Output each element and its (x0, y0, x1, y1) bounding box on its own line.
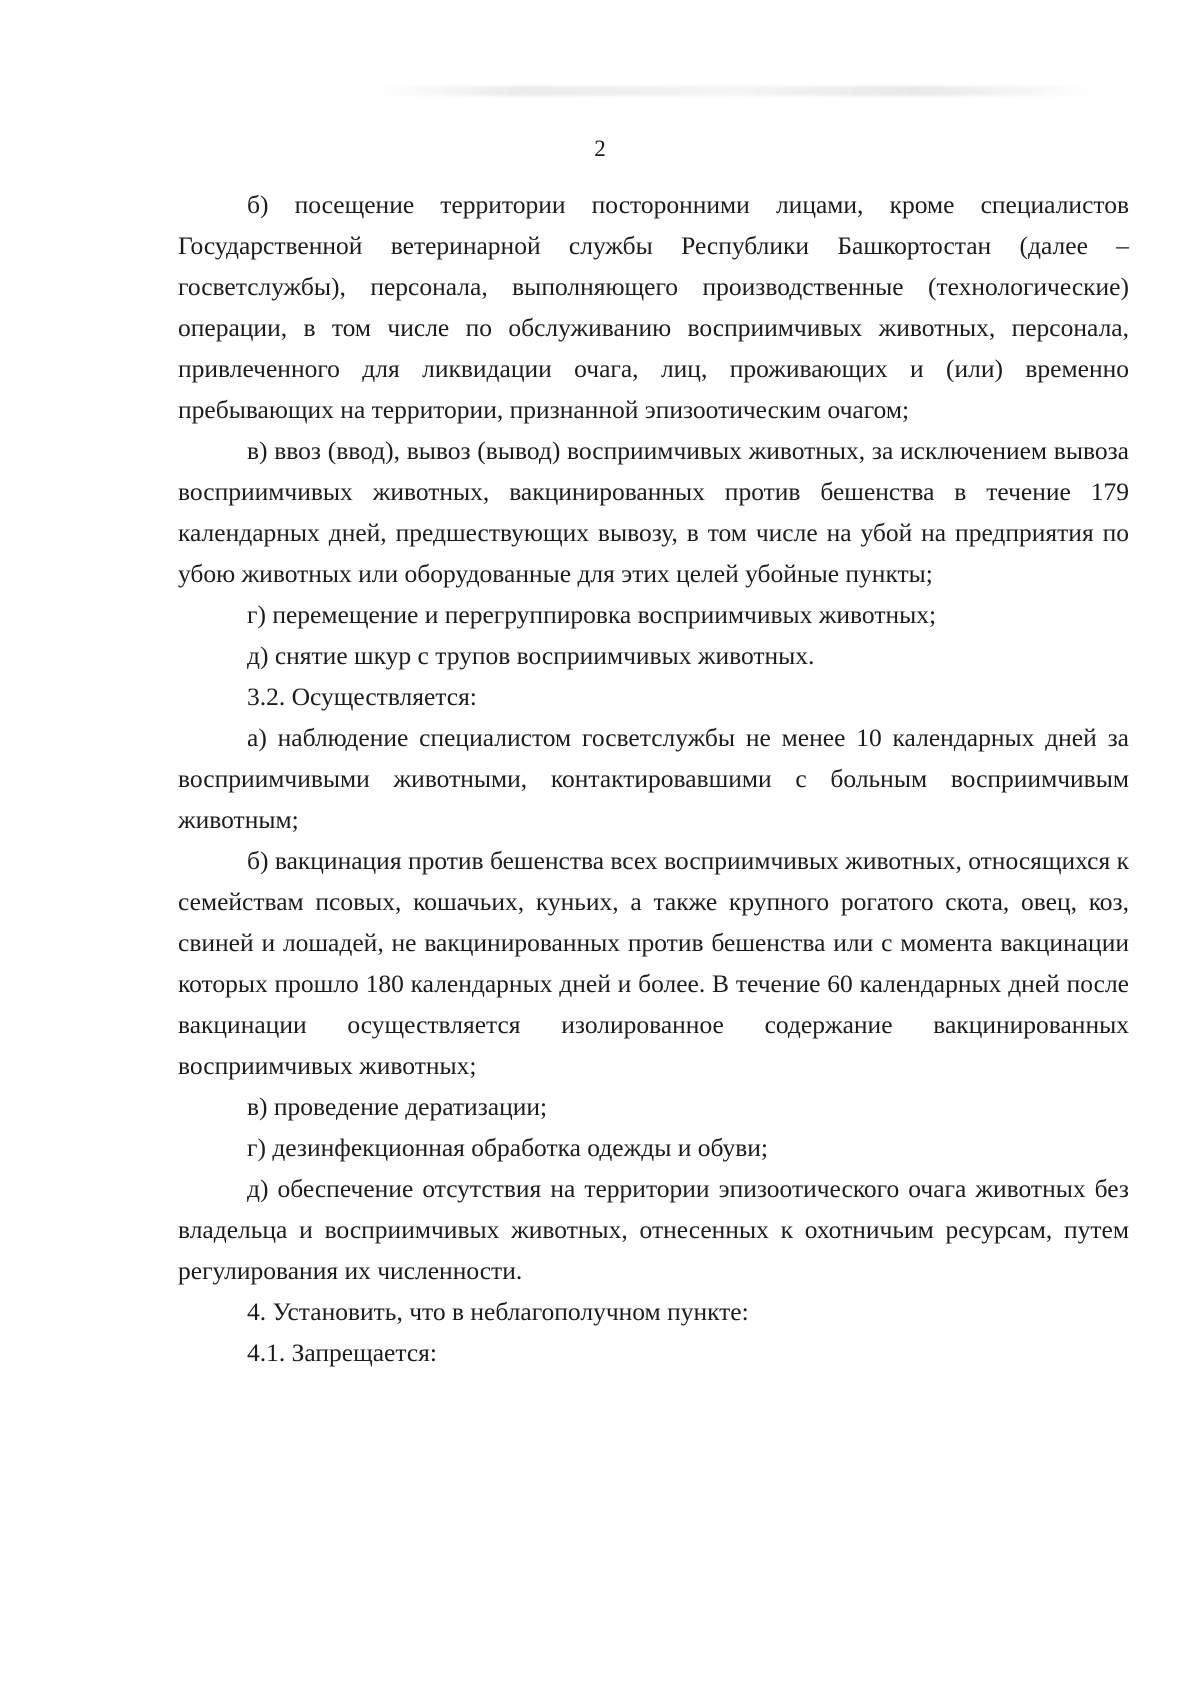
paragraph-1v: в) ввоз (ввод), вывоз (вывод) восприимчивых животных, за исключением вывоза восприимчивых животных, вакцинированных против бешенства в течение 179 календарных дней, предшествующих вывозу, в том числе на убой на предприятия по убою животных или оборудованные для этих целей убойные пункты; (178, 436, 1129, 588)
paragraph-2v: в) проведение дератизации; (247, 1092, 548, 1121)
section-3-2-heading: 3.2. Осуществляется: (247, 682, 477, 711)
paragraph-2d: д) обеспечение отсутствия на территории эпизоотического очага животных без владельца и восприимчивых животных, отнесенных к охотничьим ресурсам, путем регулирования их численности. (178, 1174, 1129, 1285)
paragraph-2b: б) вакцинация против бешенства всех восприимчивых животных, относящихся к семействам псовых, кошачьих, куньих, а также крупного рогатого скота, овец, коз, свиней и лошадей, не вакцинированных против бешенства или с момента вакцинации которых прошло 180 календарных дней и более. В течение 60 календарных дней после вакцинации осуществляется изолированное содержание вакцинированных восприимчивых животных; (178, 846, 1129, 1080)
paragraph-2a: а) наблюдение специалистом госветслужбы не менее 10 календарных дней за восприимчивыми животными, контактировавшими с больным восприимчивым животным; (178, 723, 1129, 834)
paragraph-1d: д) снятие шкур с трупов восприимчивых животных. (247, 641, 815, 670)
page-number: 2 (594, 136, 606, 161)
paragraph-1b: б) посещение территории посторонними лицами, кроме специалистов Государственной ветеринарной службы Республики Башкортостан (далее – госветслужбы), персонала, выполняющего производственные (технологические) операции, в том числе по обслуживанию восприимчивых животных, персонала, привлеченного для ликвидации очага, лиц, проживающих и (или) временно пребывающих на территории, признанной эпизоотическим очагом; (178, 190, 1129, 424)
document-body (178, 184, 1129, 1373)
scan-artifact (375, 86, 1095, 96)
section-4-heading: 4. Установить, что в неблагополучном пункте: (247, 1297, 749, 1326)
paragraph-2g: г) дезинфекционная обработка одежды и обуви; (247, 1133, 769, 1162)
section-4-1-heading: 4.1. Запрещается: (247, 1338, 437, 1367)
paragraph-1g: г) перемещение и перегруппировка восприимчивых животных; (247, 600, 937, 629)
